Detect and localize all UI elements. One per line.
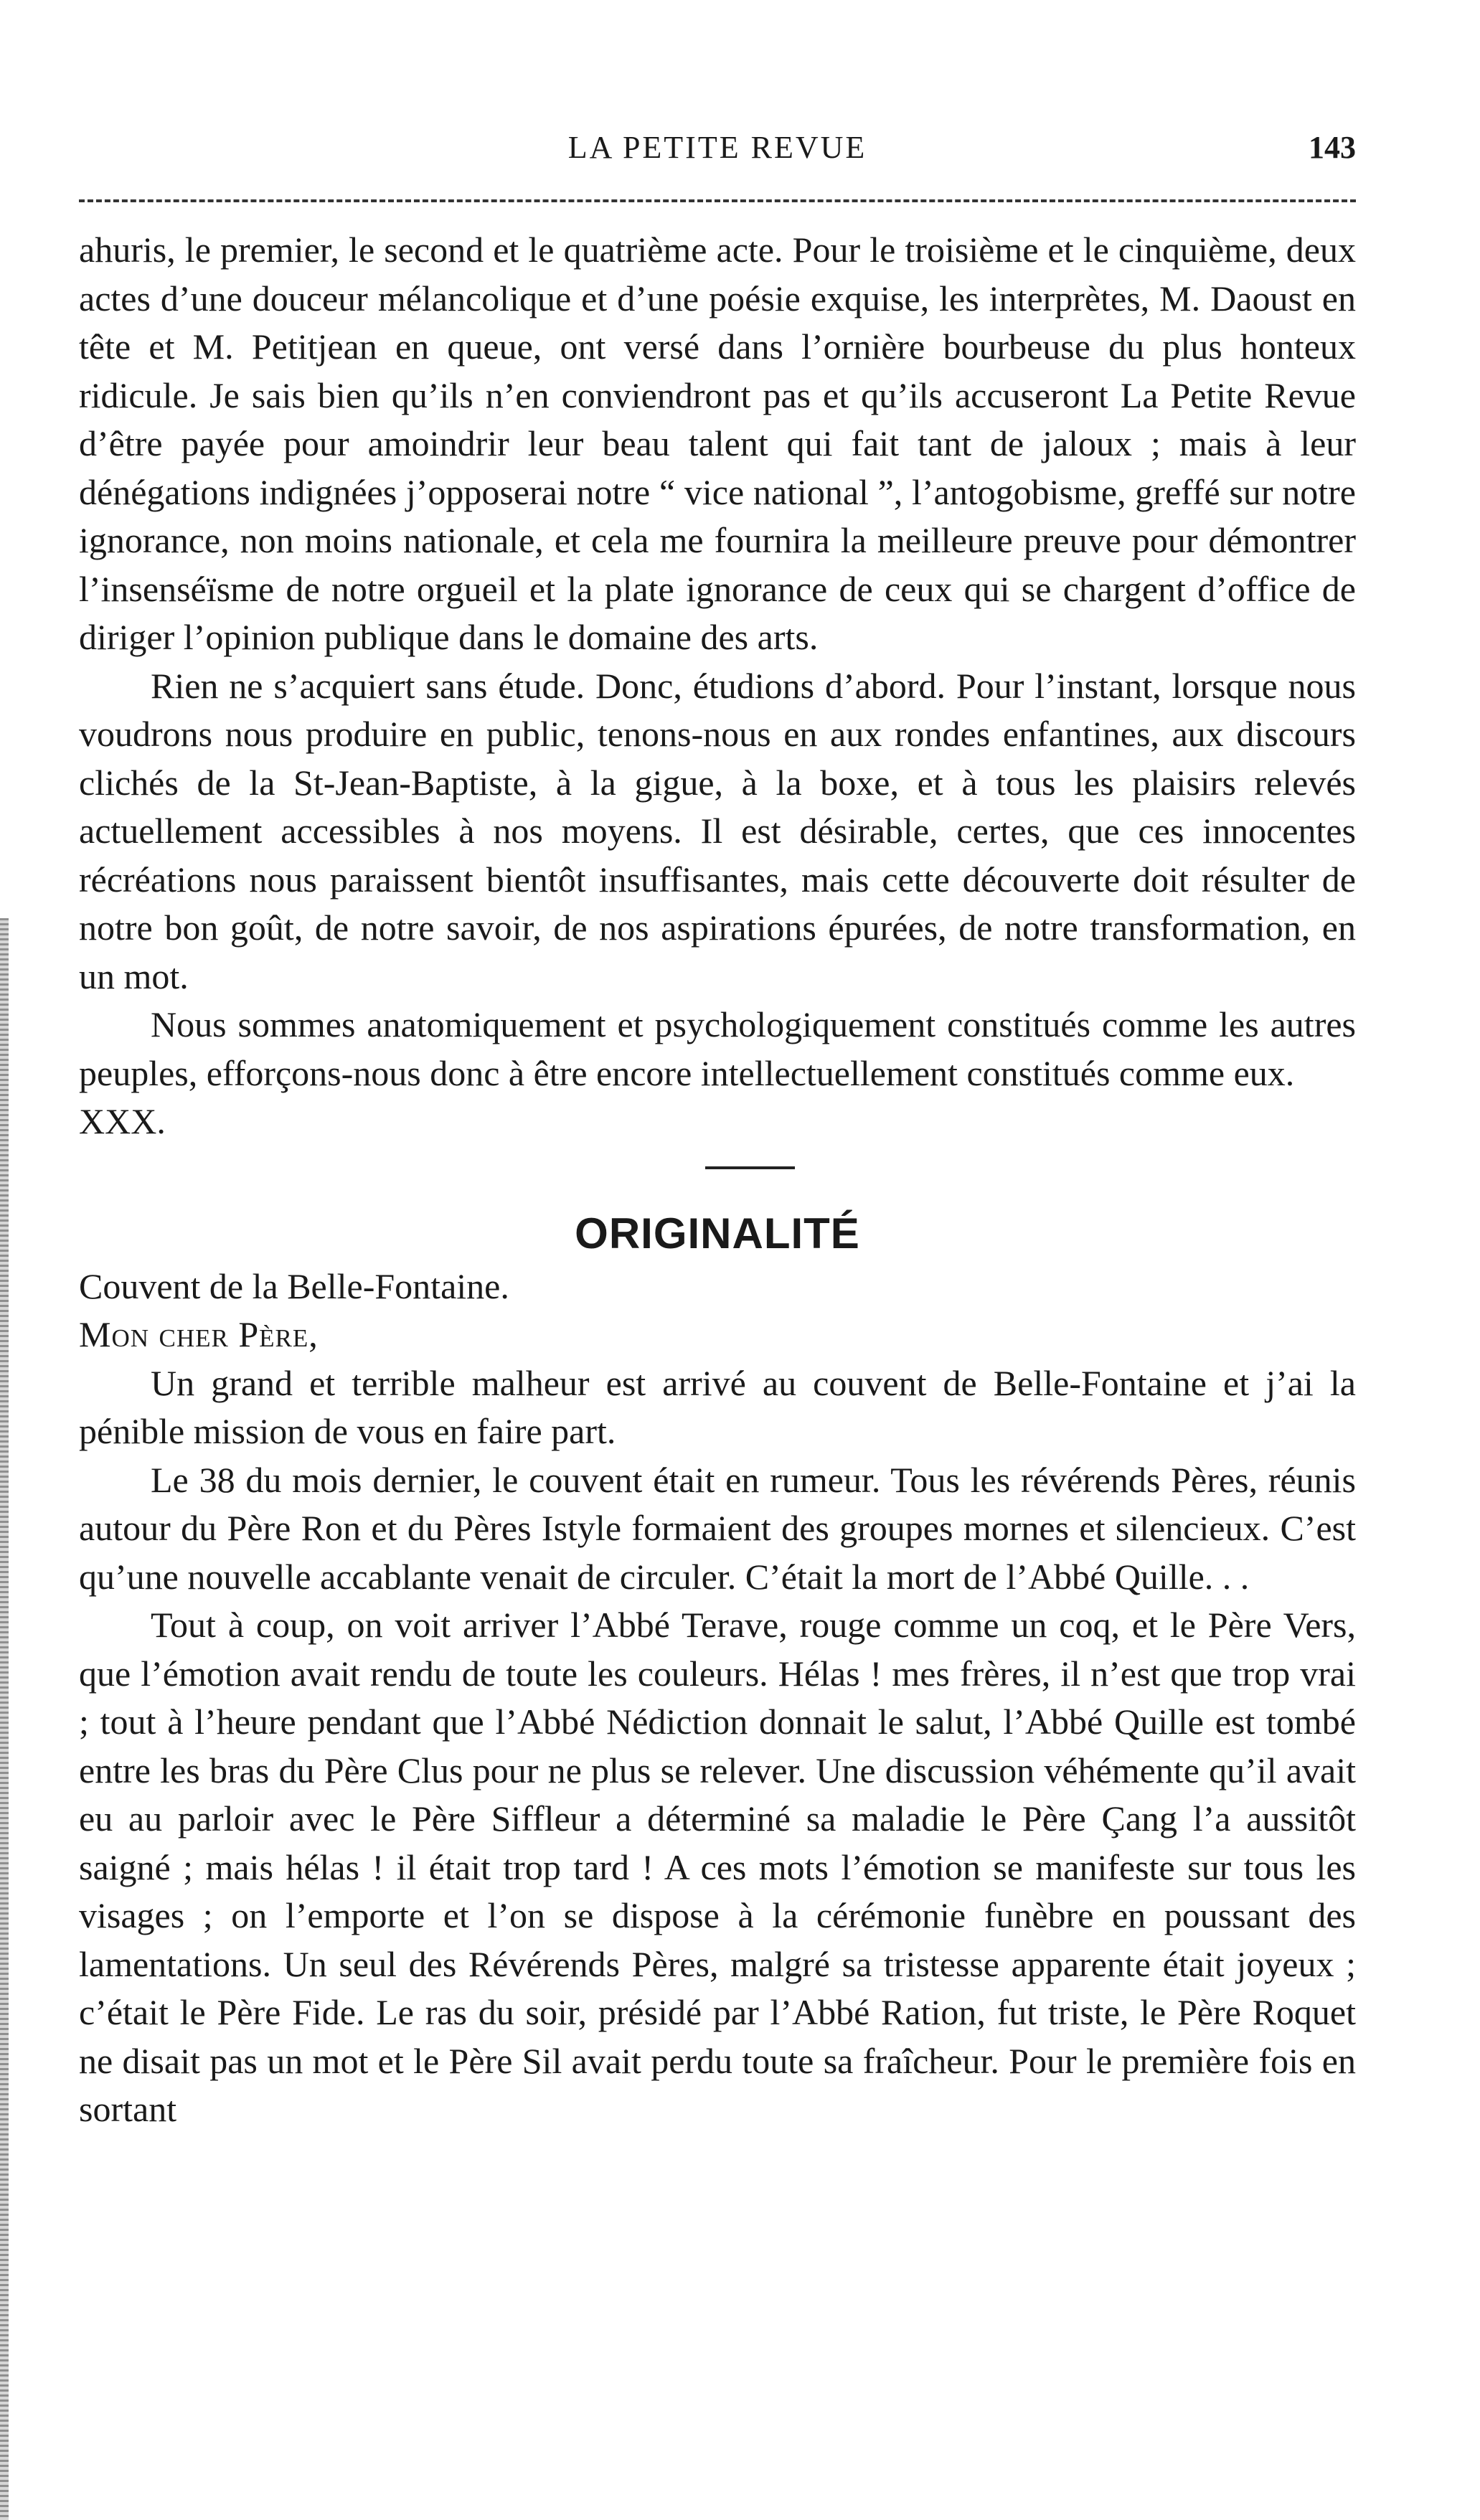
header-rule bbox=[79, 199, 1356, 202]
running-head bbox=[79, 129, 1356, 179]
section-separator bbox=[705, 1166, 795, 1169]
page-body bbox=[79, 226, 1356, 2134]
binding-edge bbox=[0, 918, 9, 2520]
paragraph: Un grand et terrible malheur est arrivé au couvent de Belle-Fontaine et j’ai la pénible mission de vous en faire part. bbox=[79, 1362, 1356, 1451]
paragraph: ahuris, le premier, le second et le quatrième acte. Pour le troisième et le cinquième, deux actes d’une douceur mélancolique et d’une poésie exquise, les interprètes, M. Daoust en tête et M. Petitjean en queue, ont versé dans l’ornière bourbeuse du plus honteux ridicule. Je sais bien qu’ils n’en conviendront pas et qu’ils accuseront La Petite Revue d’être payée pour amoindrir leur beau talent qui fait tant de jaloux ; mais à leur dénégations indignées j’opposerai notre “ vice national ”, l’antogobisme, greffé sur notre ignorance, non moins nationale, et cela me fournira la meilleure preuve pour démontrer l’insenséïsme de notre orgueil et la plate ignorance de ceux qui se chargent d’office de diriger l’opinion publique dans le domaine des arts. bbox=[79, 230, 1356, 657]
salutation: Mon cher Père, bbox=[79, 1314, 319, 1354]
paragraph: Le 38 du mois dernier, le couvent était en rumeur. Tous les révérends Pères, réunis autour du Père Ron et du Pères Istyle formaient des groupes mornes et silencieux. C’est qu’une nouvelle accablante venait de circuler. C’était la mort de l’Abbé Quille. . . bbox=[79, 1459, 1356, 1597]
dateline: Couvent de la Belle-Fontaine. bbox=[79, 1265, 509, 1306]
paragraph: Nous sommes anatomiquement et psychologiquement constitués comme les autres peuples, efforçons-nous donc à être encore intellectuellement constitués comme eux. bbox=[79, 1004, 1356, 1093]
running-title: LA PETITE REVUE bbox=[567, 130, 867, 165]
signature: XXX. bbox=[79, 1101, 166, 1141]
paragraph: Rien ne s’acquiert sans étude. Donc, étudions d’abord. Pour l’instant, lorsque nous voudrons nous produire en public, tenons-nous en aux rondes enfantines, aux discours clichés de la St-Jean-Baptiste, à la gigue, à la boxe, et à tous les plaisirs relevés actuellement accessibles à nos moyens. Il est désirable, certes, que ces innocentes récréations nous paraissent bientôt insuffisantes, mais cette découverte doit résulter de notre bon goût, de notre savoir, de nos aspirations épurées, de notre transformation, en un mot. bbox=[79, 665, 1356, 996]
page-number: 143 bbox=[1309, 130, 1356, 165]
article-title: ORIGINALITÉ bbox=[575, 1209, 860, 1257]
paragraph: Tout à coup, on voit arriver l’Abbé Terave, rouge comme un coq, et le Père Vers, que l’émotion avait rendu de toute les couleurs. Hélas ! mes frères, il n’est que trop vrai ; tout à l’heure pendant que l’Abbé Nédiction donnait le salut, l’Abbé Quille est tombé entre les bras du Père Clus pour ne plus se relever. Une discussion véhémente qu’il avait eu au parloir avec le Père Siffleur a déterminé sa maladie le Père Çang l’a aussitôt saigné ; mais hélas ! il était trop tard ! A ces mots l’émotion se manifeste sur tous les visages ; on l’emporte et l’on se dispose à la cérémonie funèbre en poussant des lamentations. Un seul des Révérends Pères, malgré sa tristesse apparente était joyeux ; c’était le Père Fide. Le ras du soir, présidé par l’Abbé Ration, fut triste, le Père Roquet ne disait pas un mot et le Père Sil avait perdu toute sa fraîcheur. Pour le première fois en sortant bbox=[79, 1605, 1356, 2129]
